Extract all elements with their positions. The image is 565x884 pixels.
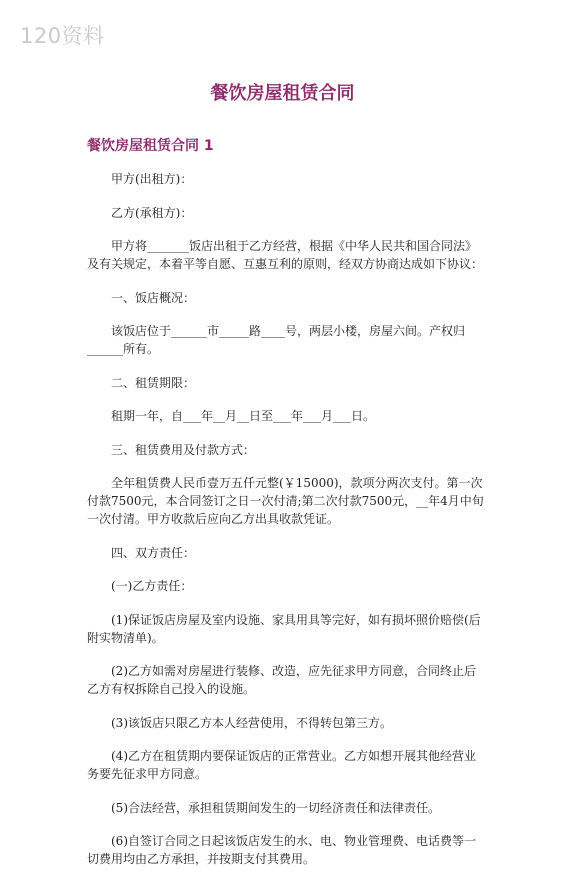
- document-title: 餐饮房屋租赁合同: [210, 83, 355, 104]
- paragraph-heading-overview: 一、饭店概况：: [111, 290, 196, 305]
- paragraph-term: 租期一年，自___年__月__日至___年___月___日。: [111, 409, 376, 423]
- paragraph-duty-3: (3)该饭店只限乙方本人经营使用，不得转包第三方。: [111, 715, 393, 730]
- paragraph-duty-5: (5)合法经营，承担租赁期间发生的一切经济责任和法律责任。: [111, 800, 441, 815]
- paragraph-payment: 全年租赁费人民币壹万五仟元整(￥15000)，款项分两次支付。第一次付款7500元，本合同签订之日一次付清;第二次付款7500元，__年4月中旬一次付清。甲方收款后应向乙方出具收款凭证。: [87, 476, 484, 526]
- paragraph-duty-6: (6)自签订合同之日起该饭店发生的水、电、物业管理费、电话费等一切费用均由乙方承担，并按期支付其费用。: [87, 834, 477, 866]
- watermark-logo: 120资料: [20, 24, 105, 48]
- paragraph-heading-term: 二、租赁期限：: [111, 375, 196, 390]
- contract-body: [87, 170, 487, 884]
- paragraph-overview: 该饭店位于______市_____路____号，两层小楼，房屋六间。产权归______所有。: [87, 324, 466, 356]
- paragraph-heading-payment: 三、租赁费用及付款方式：: [111, 442, 256, 457]
- paragraph-party-b: 乙方(承租方)：: [111, 205, 193, 220]
- paragraph-heading-party-b-duties: (一)乙方责任：: [111, 579, 193, 593]
- paragraph-duty-4: (4)乙方在租赁期内要保证饭店的正常营业。乙方如想开展其他经营业务要先征求甲方同意。: [87, 749, 477, 781]
- section-heading: 餐饮房屋租赁合同 1: [87, 138, 214, 154]
- paragraph-duty-2: (2)乙方如需对房屋进行装修、改造，应先征求甲方同意，合同终止后乙方有权拆除自己投入的设施。: [87, 664, 477, 696]
- paragraph-party-a: 甲方(出租方)：: [111, 172, 193, 186]
- paragraph-intro: 甲方将_______饭店出租于乙方经营，根据《中华人民共和国合同法》及有关规定，本着平等自愿、互惠互利的原则，经双方协商达成如下协议：: [87, 239, 484, 271]
- paragraph-duty-1: (1)保证饭店房屋及室内设施、家具用具等完好，如有损坏照价赔偿(后附实物清单)。: [87, 612, 481, 645]
- paragraph-heading-duties: 四、双方责任：: [111, 545, 196, 560]
